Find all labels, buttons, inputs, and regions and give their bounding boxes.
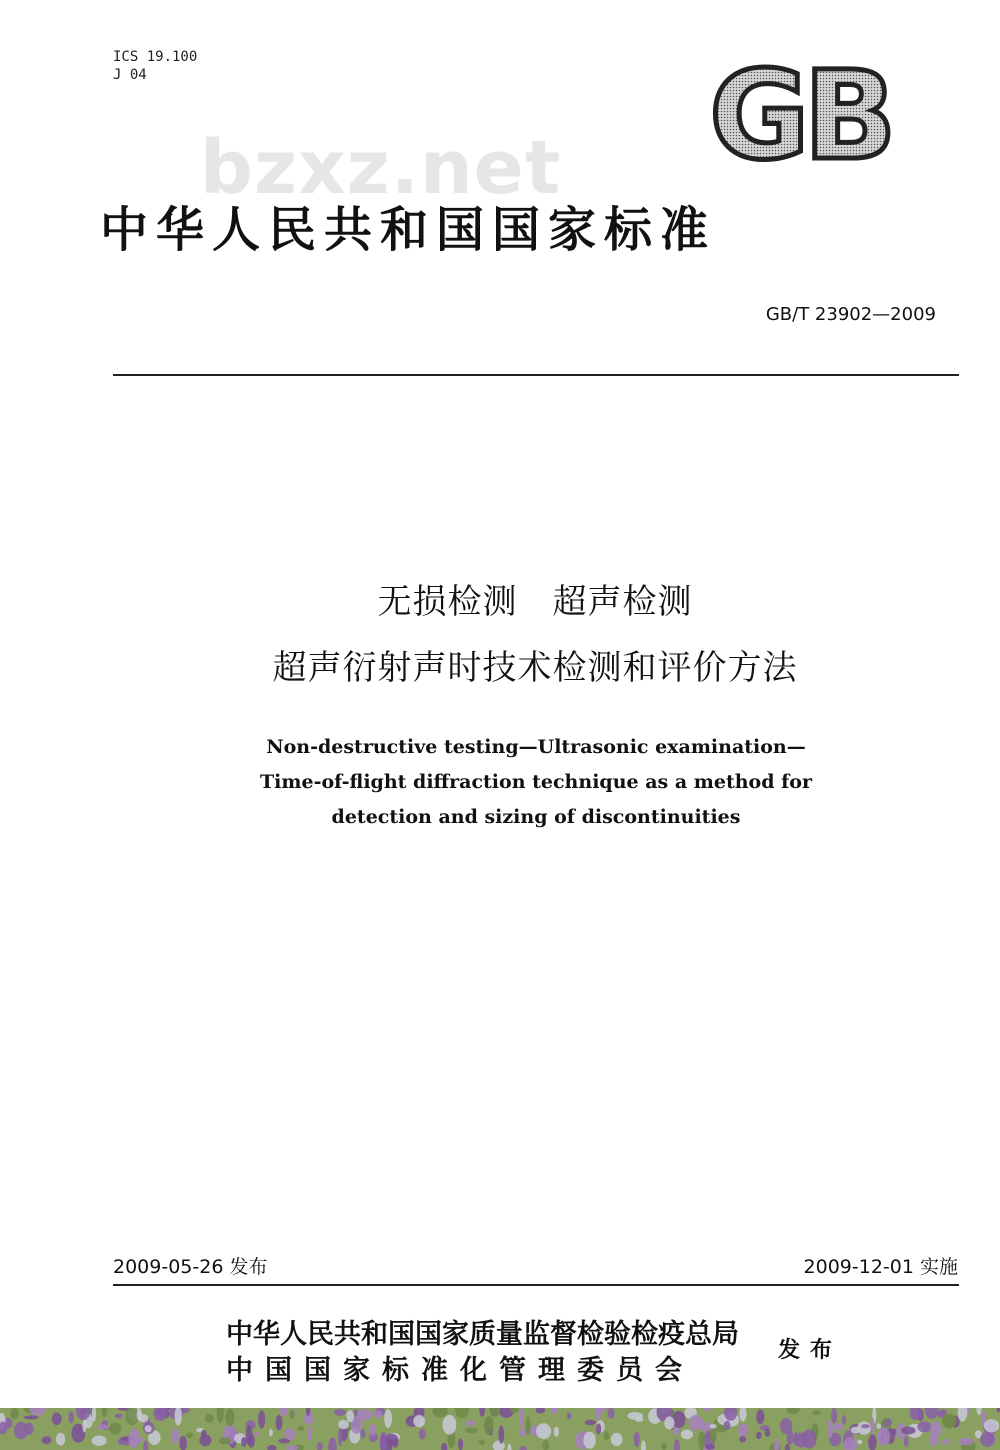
national-standard-title: 中华人民共和国国家标准 bbox=[100, 202, 717, 258]
title-en-line-3: detection and sizing of discontinuities bbox=[331, 806, 741, 828]
title-en-line-2: Time-of-flight diffraction technique as a method for bbox=[260, 771, 812, 793]
issuer-aqsiq: 中华人民共和国国家质量监督检验检疫总局 bbox=[226, 1319, 739, 1350]
issue-date: 2009-05-26 发布 bbox=[113, 1256, 268, 1278]
bottom-divider bbox=[113, 1284, 959, 1286]
flower-photo-strip bbox=[0, 1408, 1000, 1450]
standard-number: GB/T 23902—2009 bbox=[765, 304, 936, 325]
title-en-line-1: Non-destructive testing—Ultrasonic examination— bbox=[266, 736, 806, 758]
implementation-date: 2009-12-01 实施 bbox=[803, 1256, 958, 1278]
title-cn-line-1: 无损检测 超声检测 bbox=[377, 582, 693, 622]
ics-code: ICS 19.100 bbox=[113, 49, 198, 65]
gb-logo-text: GB bbox=[709, 62, 891, 170]
top-divider bbox=[113, 374, 959, 376]
issuers-action: 发布 bbox=[778, 1338, 843, 1363]
gb-logo bbox=[693, 62, 908, 170]
title-en bbox=[0, 730, 1000, 835]
title-cn-line-2: 超声衍射声时技术检测和评价方法 bbox=[272, 648, 798, 688]
ccs-code: J 04 bbox=[113, 67, 147, 83]
classification-codes bbox=[113, 48, 197, 84]
watermark: bzxz.net bbox=[200, 125, 562, 211]
issuer-sac: 中国国家标准化管理委员会 bbox=[226, 1355, 694, 1386]
